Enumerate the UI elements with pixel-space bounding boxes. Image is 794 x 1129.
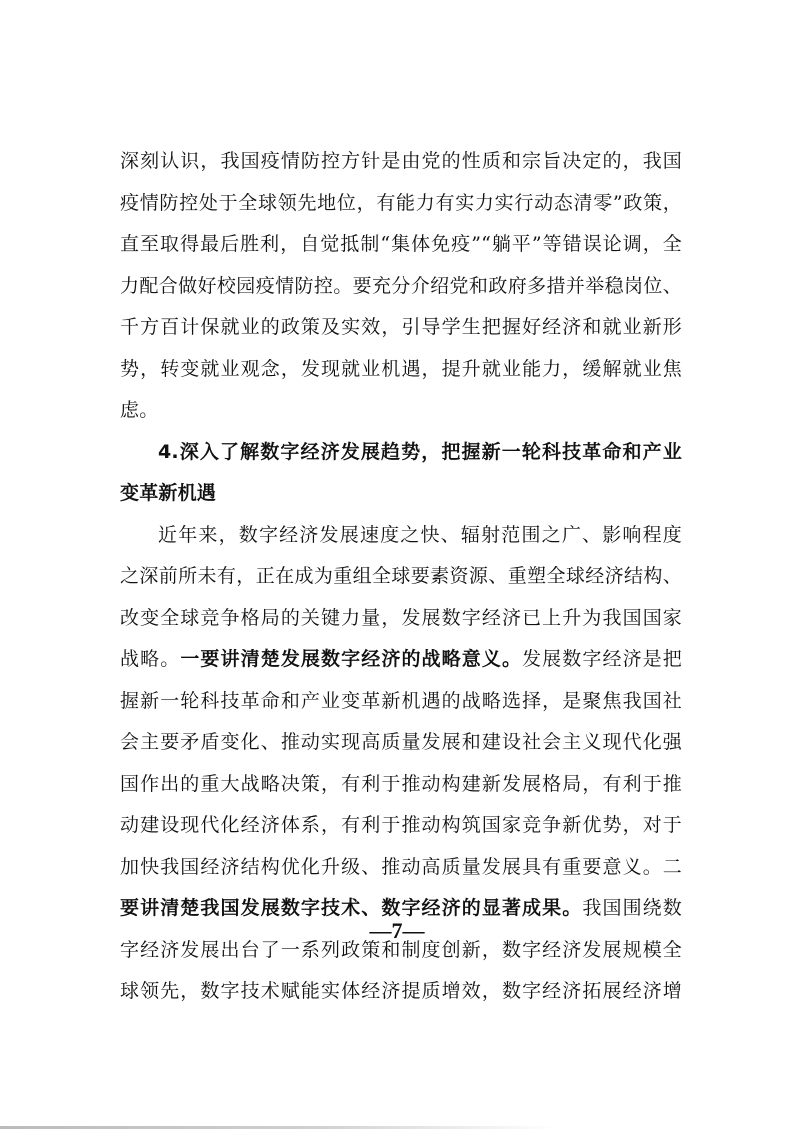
section-heading-continued: 变革新机遇 — [120, 482, 217, 504]
paragraph-line: 字经济发展出台了一系列政策和制度创新，数字经济发展规模全 — [120, 938, 682, 961]
paragraph-line: 改变全球竞争格局的关键力量，发展数字经济已上升为我国国家 — [120, 606, 682, 629]
paragraph-line: 力配合做好校园疫情防控。要充分介绍党和政府多措并举稳岗位、 — [120, 274, 682, 297]
page-number: —7— — [369, 918, 425, 943]
paragraph-line: 会主要矛盾变化、推动实现高质量发展和建设社会主义现代化强 — [120, 731, 682, 753]
paragraph-line: 加快我国经济结构优化升级、推动高质量发展具有重要意义。二 — [120, 855, 682, 878]
paragraph-line: 疫情防控处于全球领先地位，有能力有实力实行动态清零”政策， — [120, 191, 682, 214]
paragraph-line: 之深前所未有，正在成为重组全球要素资源、重塑全球经济结构、 — [120, 565, 682, 587]
paragraph-line: 深刻认识，我国疫情防控方针是由党的性质和宗旨决定的，我国 — [120, 150, 682, 172]
body-text — [120, 141, 682, 1013]
paragraph-line: 战略。一要讲清楚发展数字经济的战略意义。发展数字经济是把 — [120, 648, 682, 670]
paragraph-line: 千方百计保就业的政策及实效，引导学生把握好经济和就业新形 — [120, 316, 682, 338]
paragraph-line: 动建设现代化经济体系，有利于推动构筑国家竞争新优势，对于 — [120, 814, 682, 836]
paragraph-line: 要讲清楚我国发展数字技术、数字经济的显著成果。我国围绕数 — [120, 897, 682, 919]
paragraph-line: 国作出的重大战略决策，有利于推动构建新发展格局，有利于推 — [120, 772, 682, 795]
paragraph-line: 近年来，数字经济发展速度之快、辐射范围之广、影响程度 — [158, 523, 682, 546]
paragraph-line: 虑。 — [120, 399, 159, 421]
paragraph-line: 直至取得最后胜利，自觉抵制“集体免疫”“躺平”等错误论调，全 — [120, 233, 682, 255]
section-heading: 4.深入了解数字经济发展趋势，把握新一轮科技革命和产业 — [158, 440, 682, 463]
paragraph-line: 势，转变就业观念，发现就业机遇，提升就业能力，缓解就业焦 — [120, 357, 682, 380]
bold-phrase: 一要讲清楚发展数字经济的战略意义。 — [180, 648, 523, 670]
paragraph-line: 球领先，数字技术赋能实体经济提质增效，数字经济拓展经济增 — [120, 980, 682, 1002]
bold-phrase: 要讲清楚我国发展数字技术、数字经济的显著成果。 — [120, 897, 583, 919]
paragraph-line: 握新一轮科技革命和产业变革新机遇的战略选择，是聚焦我国社 — [120, 689, 682, 712]
